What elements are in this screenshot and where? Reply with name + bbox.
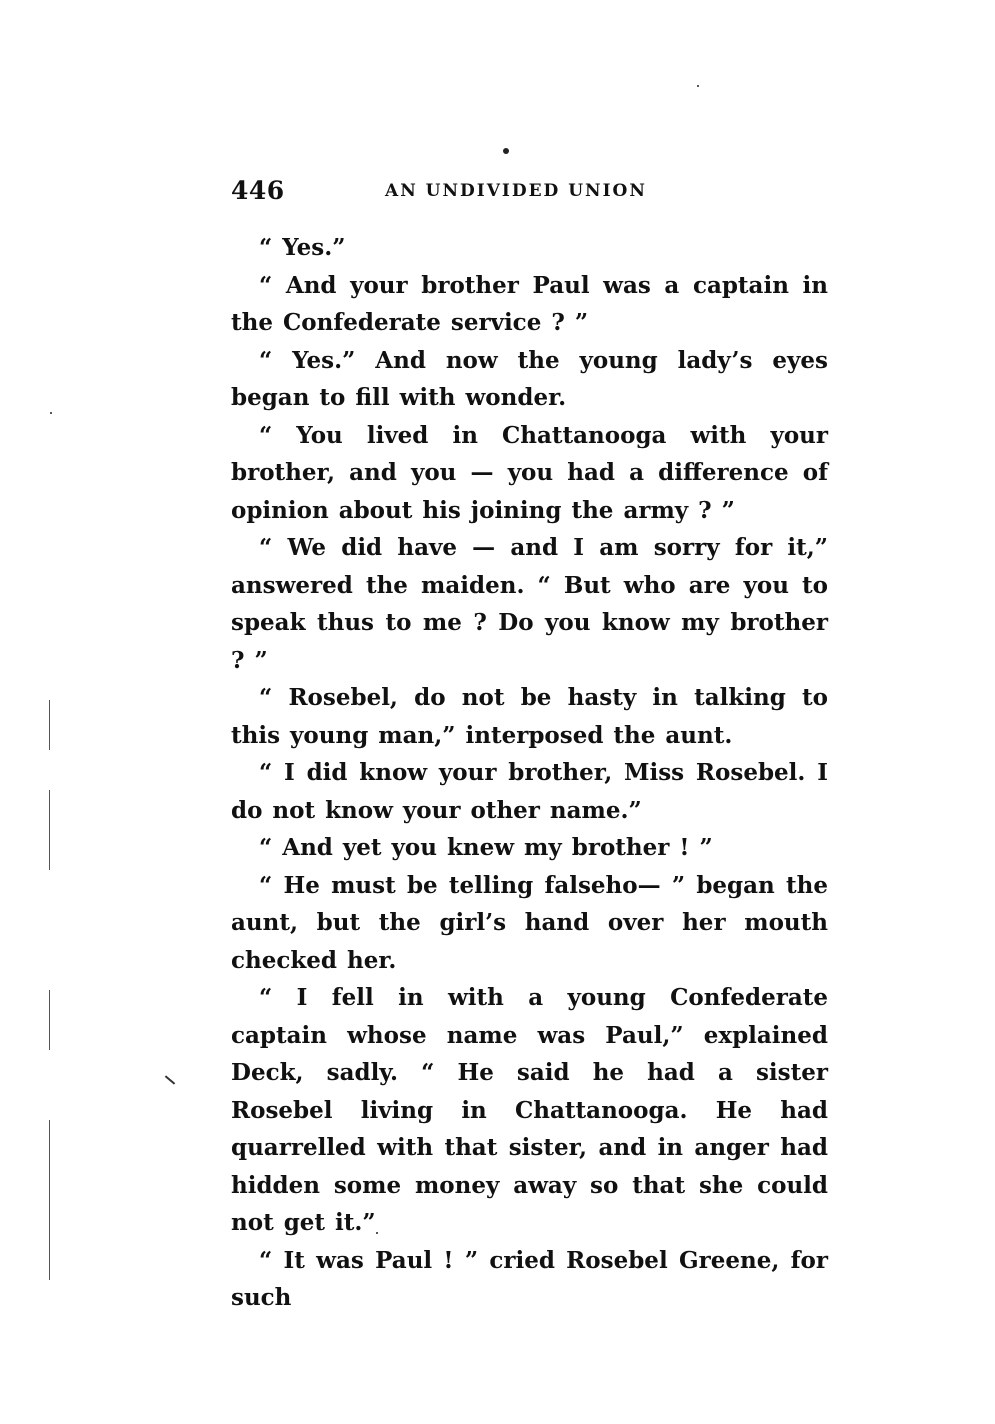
page-header [231,176,828,210]
paragraph: “ Yes.” And now the young lady’s eyes began to fill with wonder. [231,346,828,411]
running-title: AN UNDIVIDED UNION [385,181,647,201]
paragraph: “ And yet you knew my brother ! ” [259,834,713,861]
page-number: 446 [231,176,285,205]
body-text [231,229,828,1317]
scan-edge-mark [49,700,50,750]
paragraph: “ I fell in with a young Confederate captain whose name was Paul,” explained Deck, sadly. “ He said he had a sister Rosebel living in Chattanooga. He had quarrelled with that sister, and in anger had hidden some money away so that she could not get it.” [231,984,828,1236]
scan-speck [165,1075,175,1084]
paragraph: “ Yes.” [259,234,346,261]
scan-edge-mark [49,1120,50,1280]
scan-speck [697,85,699,87]
paragraph: “ He must be telling falseho— ” began the aunt, but the girl’s hand over her mouth checked her. [231,871,828,974]
scan-edge-mark [49,790,50,870]
scan-speck [50,412,52,414]
paragraph: “ And your brother Paul was a captain in the Confederate service ? ” [231,271,828,336]
scan-edge-mark [49,990,50,1050]
ink-dot [503,148,509,154]
paragraph: “ Rosebel, do not be hasty in talking to this young man,” interposed the aunt. [231,684,828,749]
paragraph: “ You lived in Chattanooga with your brother, and you — you had a difference of opinion about his joining the army ? ” [231,421,828,524]
paragraph: “ I did know your brother, Miss Rosebel. I do not know your other name.” [231,759,828,824]
paragraph: “ We did have — and I am sorry for it,” answered the maiden. “ But who are you to speak thus to me ? Do you know my brother ? ” [231,534,828,674]
paragraph: “ It was Paul ! ” cried Rosebel Greene, for such [231,1246,828,1311]
